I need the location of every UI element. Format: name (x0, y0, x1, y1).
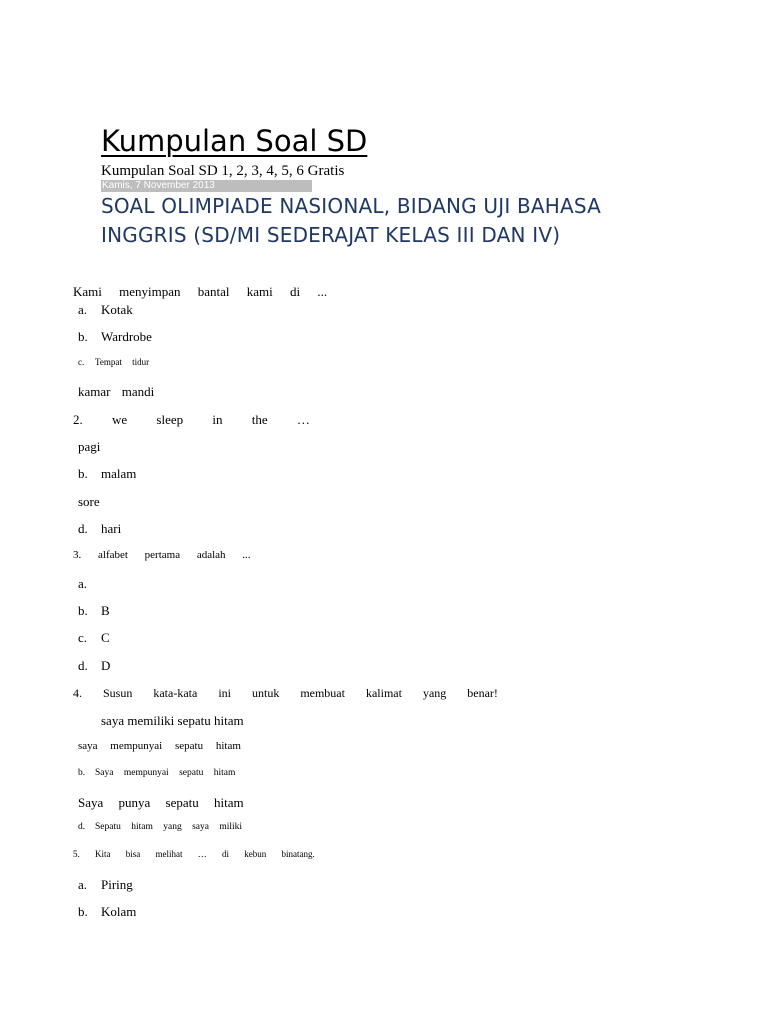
post-title[interactable]: SOAL OLIMPIADE NASIONAL, BIDANG UJI BAHASA INGGRIS (SD/MI SEDERAJAT KELAS III DAN IV) (101, 194, 602, 247)
question-2-text (73, 412, 310, 428)
question-4-option-d (78, 822, 242, 832)
question-number: 2. (73, 412, 83, 427)
option-text: Tempat tidur (95, 357, 150, 367)
option-text: Kolam (101, 904, 137, 919)
option-label: a. (78, 576, 88, 591)
question-4-prompt: saya memiliki sepatu hitam (101, 713, 244, 728)
question-3-option-c (78, 630, 110, 646)
option-text: D (101, 658, 111, 673)
question-4-option-b (78, 768, 235, 778)
option-label: b. (78, 603, 88, 618)
blog-description: Kumpulan Soal SD 1, 2, 3, 4, 5, 6 Gratis (101, 163, 345, 179)
option-text: Piring (101, 877, 133, 892)
question-1-option-a (78, 302, 133, 318)
option-label: a. (78, 877, 88, 892)
question-4-option-c: Saya punya sepatu hitam (78, 795, 244, 810)
option-label: d. (78, 521, 88, 536)
question-text: alfabet pertama adalah ... (98, 549, 251, 561)
question-4-option-a: saya mempunyai sepatu hitam (78, 740, 241, 752)
option-label: a. (78, 302, 88, 317)
option-label: b. (78, 329, 88, 344)
question-1-option-c (78, 357, 149, 367)
question-number: 4. (73, 686, 82, 700)
question-3-text (73, 549, 251, 561)
question-3-option-b (78, 603, 110, 619)
option-text: C (101, 630, 110, 645)
option-text: Saya mempunyai sepatu hitam (95, 768, 236, 778)
question-5-option-b (78, 904, 136, 920)
option-label: d. (78, 658, 88, 673)
question-2-option-c: sore (78, 494, 100, 509)
question-number: 5. (73, 849, 80, 859)
option-label: b. (78, 904, 88, 919)
question-1-text: Kami menyimpan bantal kami di ... (73, 284, 328, 299)
question-2-option-b (78, 466, 136, 482)
option-label: c. (78, 357, 85, 367)
blog-title[interactable]: Kumpulan Soal SD (101, 124, 368, 158)
question-2-option-a: pagi (78, 439, 101, 454)
question-3-option-a (78, 576, 101, 592)
option-label: b. (78, 466, 88, 481)
option-label: c. (78, 630, 88, 645)
question-text: Susun kata-kata ini untuk membuat kalimat yang benar! (103, 686, 498, 700)
option-text: B (101, 603, 110, 618)
post-date: Kamis, 7 November 2013 (101, 180, 312, 192)
option-text: Wardrobe (101, 329, 152, 344)
question-text: Kita bisa melihat … di kebun binatang. (95, 849, 315, 859)
option-text: Kotak (101, 302, 133, 317)
question-1-option-d: kamar mandi (78, 384, 155, 399)
question-number: 3. (73, 549, 82, 561)
question-text: we sleep in the … (112, 412, 310, 427)
option-label: b. (78, 768, 86, 778)
option-text: Sepatu hitam yang saya miliki (95, 822, 243, 832)
question-2-option-d (78, 521, 121, 537)
option-text: hari (101, 521, 122, 536)
question-4-text (73, 686, 498, 701)
question-5-text (73, 849, 315, 859)
question-3-option-d (78, 658, 110, 674)
question-1-option-b (78, 329, 152, 345)
option-label: d. (78, 822, 86, 832)
option-text: malam (101, 466, 137, 481)
question-5-option-a (78, 877, 133, 893)
